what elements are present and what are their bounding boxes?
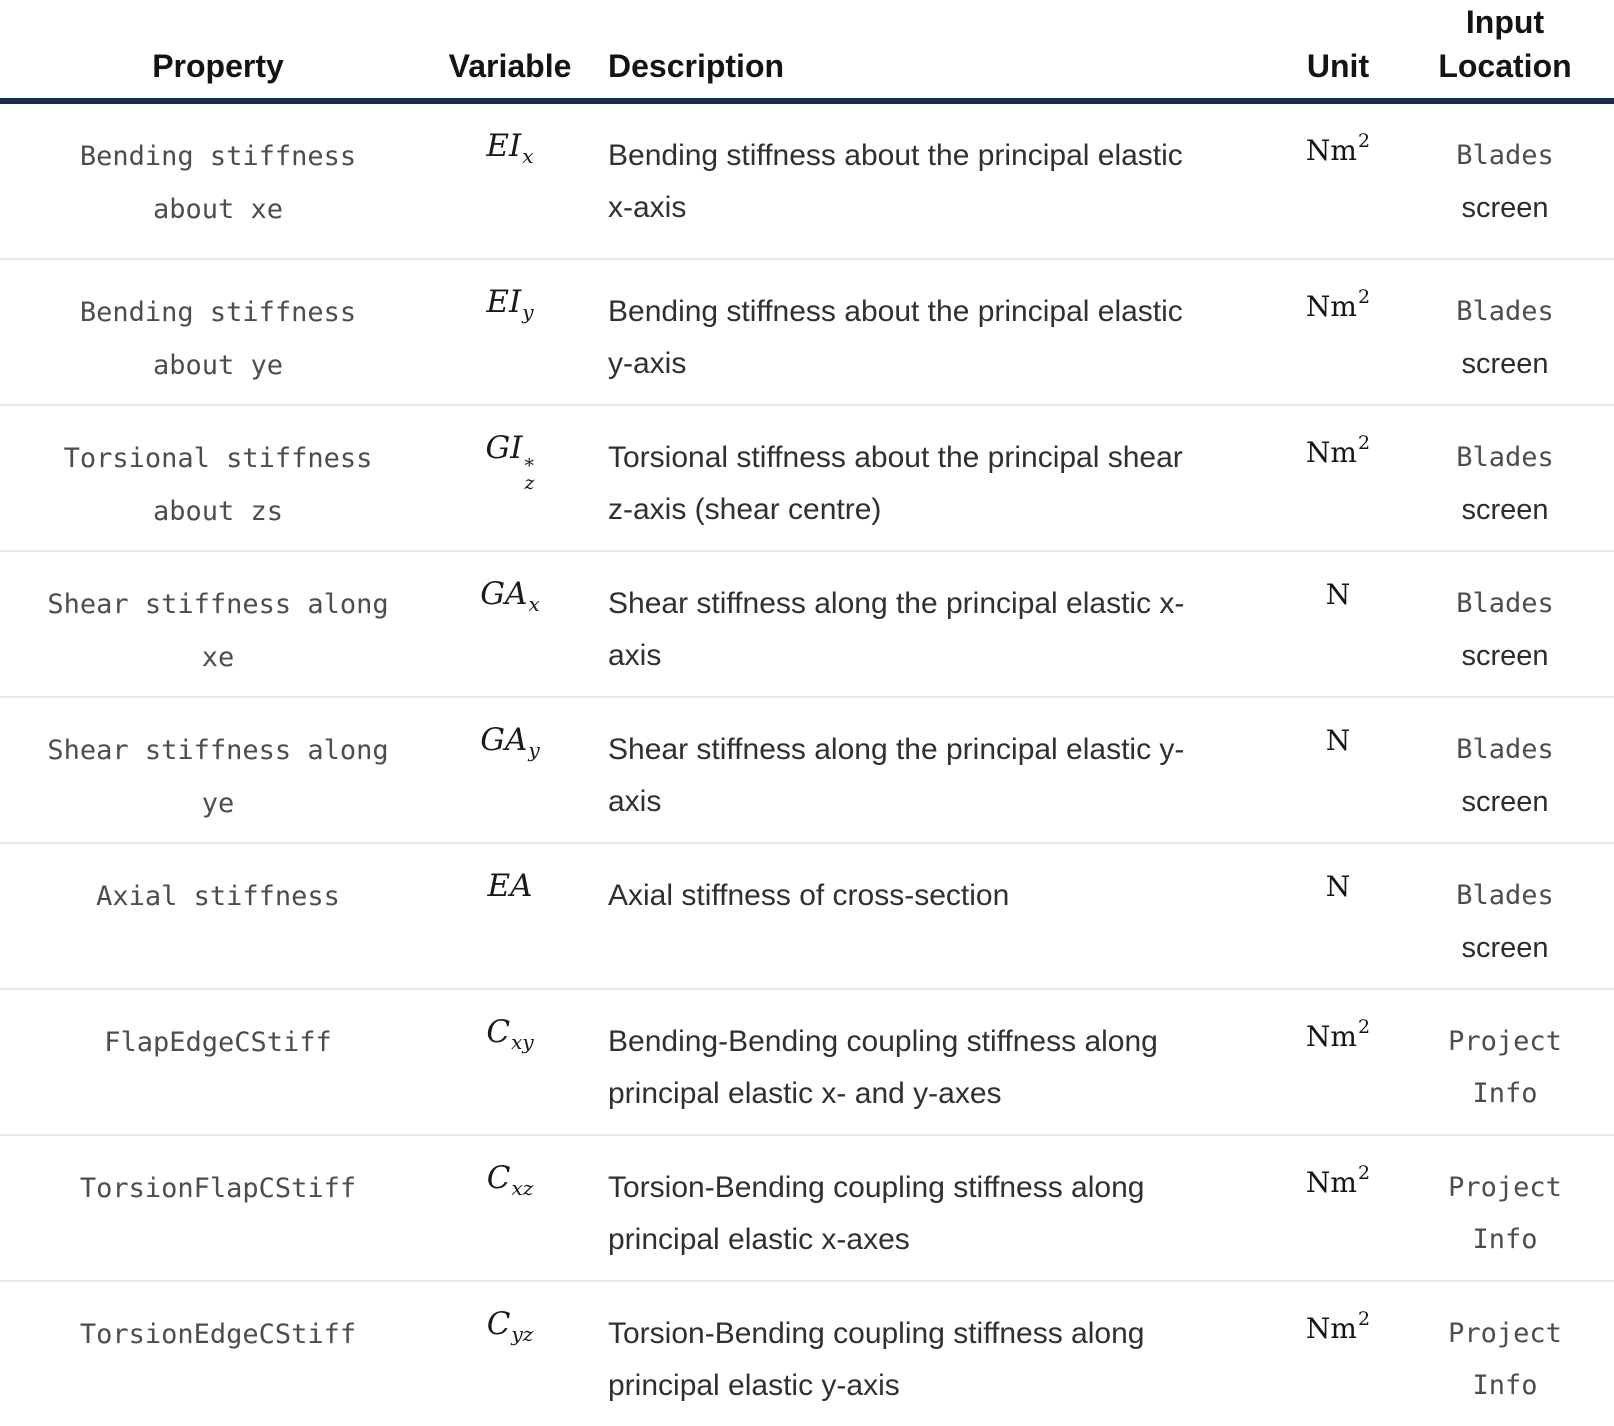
column-header-description bbox=[584, 44, 1280, 102]
description-cell bbox=[584, 990, 1280, 1134]
property-cell bbox=[0, 1136, 436, 1280]
variable-base: EA bbox=[487, 868, 533, 904]
input-location-line-plain: screen bbox=[1461, 192, 1549, 224]
column-header-label: Unit bbox=[1306, 48, 1370, 84]
input-location-line-code: Project bbox=[1448, 1026, 1562, 1057]
input-location-cell bbox=[1396, 990, 1614, 1134]
input-location-line-code: Blades bbox=[1456, 880, 1554, 911]
input-location-line-code: Info bbox=[1472, 1370, 1538, 1401]
property-cell bbox=[0, 406, 436, 550]
description-cell bbox=[584, 1136, 1280, 1280]
table-row bbox=[0, 258, 1614, 404]
input-location-cell bbox=[1396, 406, 1614, 550]
property-name-line: about xe bbox=[152, 194, 284, 225]
unit-value: Nm bbox=[1305, 1020, 1357, 1053]
variable-base: GA bbox=[480, 576, 528, 612]
input-location-line-plain: screen bbox=[1461, 348, 1549, 380]
column-header-label: Input Location bbox=[1438, 4, 1572, 84]
property-cell bbox=[0, 104, 436, 258]
unit-exponent: 2 bbox=[1357, 1308, 1371, 1330]
input-location-line-code: Blades bbox=[1456, 296, 1554, 327]
table-row bbox=[0, 842, 1614, 988]
variable-superscript: * bbox=[524, 455, 534, 477]
input-location-line-code: Blades bbox=[1456, 734, 1554, 765]
variable-script-stack bbox=[524, 455, 535, 494]
unit-exponent: 2 bbox=[1357, 286, 1371, 308]
column-header-variable bbox=[436, 44, 584, 102]
description-text: Shear stiffness along the principal elastic x-axis bbox=[608, 587, 1185, 672]
unit-value: Nm bbox=[1305, 1166, 1357, 1199]
unit-cell bbox=[1280, 990, 1396, 1134]
table-row bbox=[0, 1134, 1614, 1280]
unit-value: Nm bbox=[1305, 1312, 1357, 1345]
variable-cell bbox=[436, 990, 584, 1134]
unit-exponent: 2 bbox=[1357, 1162, 1371, 1184]
variable-base: EI bbox=[486, 284, 522, 320]
variable-subscript: y bbox=[522, 300, 534, 324]
unit-value: N bbox=[1325, 724, 1351, 757]
variable-subscript: xz bbox=[511, 1176, 534, 1200]
unit-value: Nm bbox=[1305, 290, 1357, 323]
input-location-line-plain: screen bbox=[1461, 640, 1549, 672]
table-row bbox=[0, 104, 1614, 258]
property-name-line: FlapEdgeCStiff bbox=[104, 1027, 332, 1058]
unit-value: Nm bbox=[1305, 436, 1357, 469]
unit-cell bbox=[1280, 260, 1396, 404]
description-text: Shear stiffness along the principal elastic y-axis bbox=[608, 733, 1185, 818]
input-location-line-code: Project bbox=[1448, 1172, 1562, 1203]
description-text: Bending stiffness about the principal elastic x-axis bbox=[608, 139, 1183, 224]
table-row bbox=[0, 1280, 1614, 1426]
input-location-cell bbox=[1396, 552, 1614, 696]
variable-subscript: z bbox=[524, 472, 535, 494]
input-location-cell bbox=[1396, 104, 1614, 258]
input-location-line-code: Blades bbox=[1456, 588, 1554, 619]
unit-cell bbox=[1280, 406, 1396, 550]
variable-subscript: x bbox=[522, 144, 534, 168]
column-header-label: Variable bbox=[448, 48, 572, 84]
property-name-line: TorsionEdgeCStiff bbox=[79, 1319, 357, 1350]
column-header-property bbox=[0, 44, 436, 102]
table-row bbox=[0, 404, 1614, 550]
input-location-line-code: Info bbox=[1472, 1078, 1538, 1109]
table-row bbox=[0, 696, 1614, 842]
variable-base: GI bbox=[485, 430, 523, 466]
property-cell bbox=[0, 552, 436, 696]
property-name-line: Shear stiffness along bbox=[47, 735, 389, 766]
property-name-line: Torsional stiffness bbox=[63, 443, 373, 474]
property-name-line: Bending stiffness bbox=[79, 141, 357, 172]
variable-base: C bbox=[486, 1306, 511, 1342]
variable-cell bbox=[436, 104, 584, 258]
unit-cell bbox=[1280, 104, 1396, 258]
variable-base: GA bbox=[480, 722, 528, 758]
description-cell bbox=[584, 552, 1280, 696]
description-text: Bending stiffness about the principal elastic y-axis bbox=[608, 295, 1183, 380]
property-name-line: Axial stiffness bbox=[96, 881, 340, 912]
unit-value: N bbox=[1325, 578, 1351, 611]
input-location-line-code: Info bbox=[1472, 1224, 1538, 1255]
column-header-label: Description bbox=[608, 48, 785, 84]
variable-cell bbox=[436, 844, 584, 988]
table-row bbox=[0, 988, 1614, 1134]
description-cell bbox=[584, 260, 1280, 404]
description-cell bbox=[584, 844, 1280, 988]
description-cell bbox=[584, 698, 1280, 842]
variable-cell bbox=[436, 552, 584, 696]
description-text: Axial stiffness of cross-section bbox=[608, 879, 1010, 912]
property-name-line: TorsionFlapCStiff bbox=[79, 1173, 357, 1204]
property-cell bbox=[0, 990, 436, 1134]
unit-exponent: 2 bbox=[1357, 1016, 1371, 1038]
property-cell bbox=[0, 698, 436, 842]
description-cell bbox=[584, 1282, 1280, 1426]
property-cell bbox=[0, 844, 436, 988]
description-cell bbox=[584, 406, 1280, 550]
column-header-input-location bbox=[1396, 0, 1614, 102]
description-text: Torsion-Bending coupling stiffness along principal elastic y-axis bbox=[608, 1317, 1145, 1402]
description-text: Bending-Bending coupling stiffness along principal elastic x- and y-axes bbox=[608, 1025, 1158, 1110]
variable-base: EI bbox=[486, 128, 522, 164]
unit-exponent: 2 bbox=[1357, 130, 1371, 152]
table-row bbox=[0, 550, 1614, 696]
variable-cell bbox=[436, 1282, 584, 1426]
column-header-unit bbox=[1280, 44, 1396, 102]
description-text: Torsional stiffness about the principal shear z-axis (shear centre) bbox=[608, 441, 1183, 526]
unit-cell bbox=[1280, 698, 1396, 842]
input-location-line-plain: screen bbox=[1461, 494, 1549, 526]
variable-cell bbox=[436, 1136, 584, 1280]
property-cell bbox=[0, 1282, 436, 1426]
variable-subscript: x bbox=[528, 592, 540, 616]
input-location-cell bbox=[1396, 698, 1614, 842]
input-location-line-plain: screen bbox=[1461, 786, 1549, 818]
property-name-line: xe bbox=[201, 642, 235, 673]
unit-exponent: 2 bbox=[1357, 432, 1371, 454]
column-header-label: Property bbox=[152, 48, 284, 84]
table-header-row bbox=[0, 0, 1614, 104]
variable-cell bbox=[436, 698, 584, 842]
input-location-cell bbox=[1396, 1282, 1614, 1426]
variable-subscript: xy bbox=[511, 1030, 534, 1054]
description-cell bbox=[584, 104, 1280, 258]
table-body bbox=[0, 104, 1614, 1426]
variable-base: C bbox=[486, 1014, 511, 1050]
input-location-line-code: Blades bbox=[1456, 442, 1554, 473]
property-name-line: Bending stiffness bbox=[79, 297, 357, 328]
input-location-line-code: Blades bbox=[1456, 140, 1554, 171]
unit-cell bbox=[1280, 1136, 1396, 1280]
property-name-line: about zs bbox=[152, 496, 284, 527]
unit-cell bbox=[1280, 844, 1396, 988]
unit-value: N bbox=[1325, 870, 1351, 903]
property-name-line: about ye bbox=[152, 350, 284, 381]
description-text: Torsion-Bending coupling stiffness along principal elastic x-axes bbox=[608, 1171, 1145, 1256]
unit-cell bbox=[1280, 1282, 1396, 1426]
unit-cell bbox=[1280, 552, 1396, 696]
property-name-line: ye bbox=[201, 788, 235, 819]
property-cell bbox=[0, 260, 436, 404]
input-location-line-plain: screen bbox=[1461, 932, 1549, 964]
variable-cell bbox=[436, 406, 584, 550]
input-location-cell bbox=[1396, 1136, 1614, 1280]
variable-subscript: y bbox=[528, 738, 540, 762]
input-location-line-code: Project bbox=[1448, 1318, 1562, 1349]
property-name-line: Shear stiffness along bbox=[47, 589, 389, 620]
variable-base: C bbox=[486, 1160, 511, 1196]
variable-cell bbox=[436, 260, 584, 404]
variable-subscript: yz bbox=[511, 1322, 534, 1346]
input-location-cell bbox=[1396, 260, 1614, 404]
unit-value: Nm bbox=[1305, 134, 1357, 167]
input-location-cell bbox=[1396, 844, 1614, 988]
